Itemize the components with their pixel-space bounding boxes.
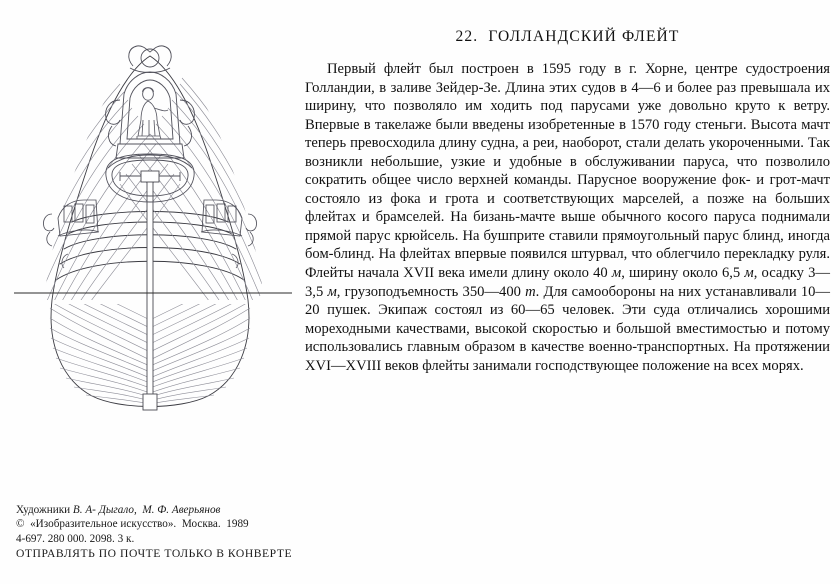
stern-figure [137,88,168,140]
colophon-artists-label: Художники [16,503,73,516]
stern-figure-skirt-folds [142,120,155,136]
body-text-run: , грузоподъемность 350—400 [336,283,526,300]
ship-drawing-svg [0,8,300,428]
body-text-run: Первый флейт был построен в 1595 году в г. Хорне, центре судостроения Голландии, в заливе Зейдер-Зе. Длина этих судов в 4—6 и более раз превышала их ширину, что позволяло им ходить под парусами уже довольно круто к ветру. Впервые в такелаже были введены изобретенные в 1570 году стеньги. Высота мачт теперь превосходила длину судна, а реи, наоборот, стали делать укороченными. Так возникли небольшие, узкие и удобные в обслуживании паруса, что позволило сократить общее число верхней команды. Парусное вооружение фок- и грот-мачт состояло из фока и грота и соответствующих марселей, а позже на больших флейтах и брамселей. На бизань-мачте выше обычного косого паруса поднимали прямой парус крюйсель. На бушприте ставили прямоугольный парус блинд, иногда бом-блинд. На флейтах впервые появился штурвал, что облегчило перекладку руля. Флейты начала XVII века имели длину около 40 [305,61,830,282]
stern-figure-head [143,88,154,100]
colophon-print-run: 4-697. 280 000. 2098. 3 к. [16,532,135,545]
colophon-artists-names: В. А- Дыгало, М. Ф. Аверьянов [72,503,221,516]
colophon [16,503,446,562]
body-text-run: . Для самообороны на них устанавливали 10—20 пушек. Экипаж состоял из 60—65 человек. Эти суда отличались хорошими мореходными качествами, высокой скоростью и большой вместимостью и потому использовались главным образом в качестве военно-транспортных. На протяжении XVI—XVIII веков флейты занимали господствующее положение на всех морях. [305,283,831,374]
colophon-envelope-notice: ОТПРАВЛЯТЬ ПО ПОЧТЕ ТОЛЬКО В КОНВЕРТЕ [16,547,293,561]
unit-abbreviation: т [525,283,536,300]
sternpost [143,178,157,410]
unit-abbreviation: м [327,283,337,300]
article [305,28,830,375]
colophon-copyright: © «Изобразительное искусство». Москва. 1989 [16,518,249,531]
quarter-gallery-left [43,200,99,246]
article-paragraph [305,60,830,375]
stern-panel-inner [127,80,173,139]
dutch-fluyt-stern-illustration [0,8,300,428]
colophon-artists-line [16,503,446,518]
body-text-run: , осадку 3—3,5 [305,265,830,300]
rudder-head-fitting [141,171,159,182]
body-text-run: , ширину около 6,5 [621,265,745,282]
quarter-gallery-right [201,200,257,246]
unit-abbreviation: м [744,265,754,282]
stern-figure-arm [154,108,168,111]
article-title: 22. ГОЛЛАНДСКИЙ ФЛЕЙТ [455,28,680,45]
unit-abbreviation: м [611,265,622,282]
article-body [305,60,830,375]
